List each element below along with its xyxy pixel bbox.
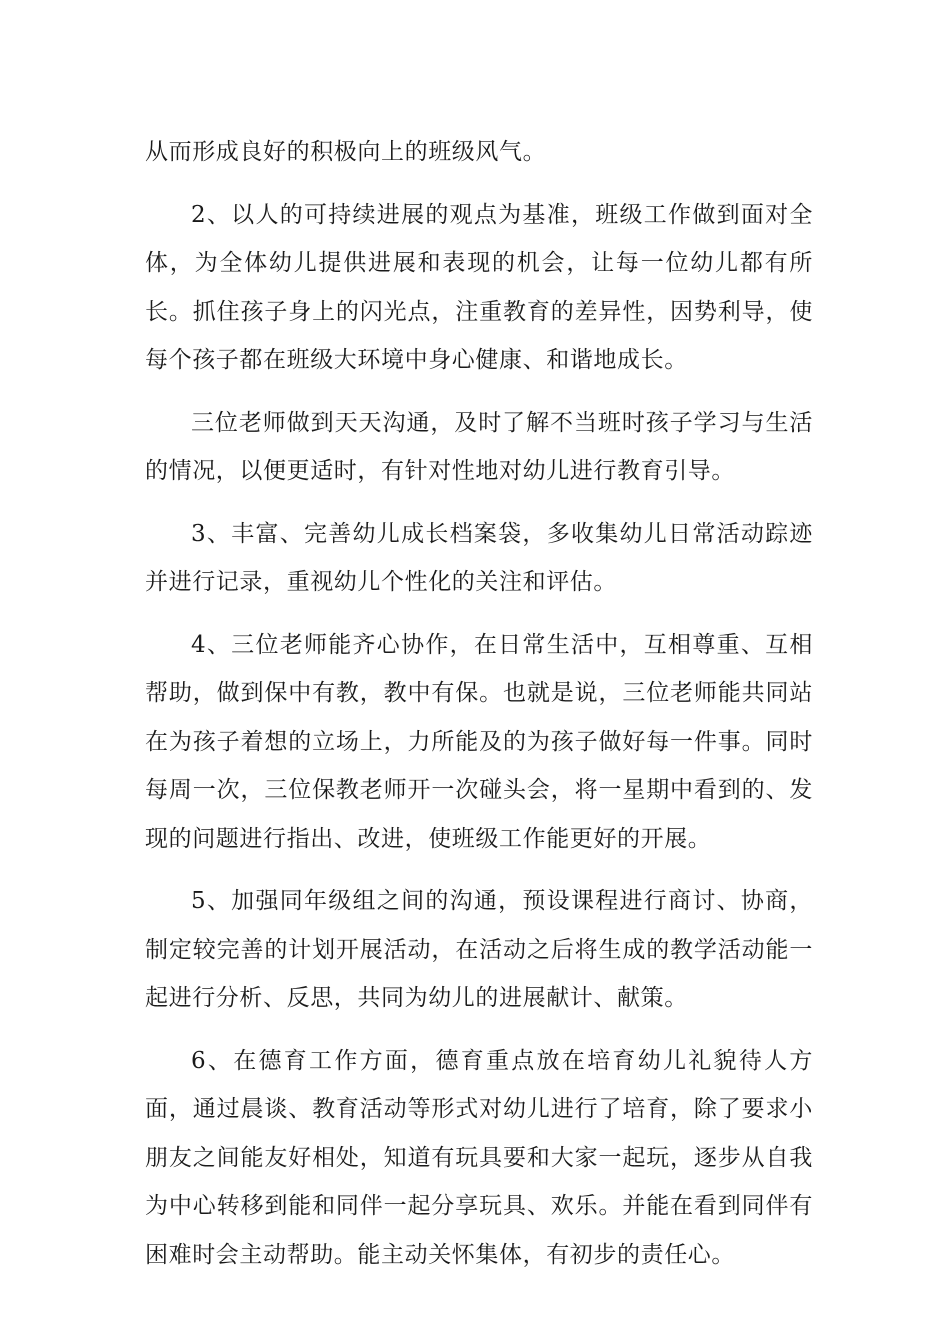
paragraph-item-3: 3、丰富、完善幼儿成长档案袋，多收集幼儿日常活动踪迹并进行记录，重视幼儿个性化的关注和评估。 (145, 520, 813, 595)
paragraph-item-4: 4、三位老师能齐心协作，在日常生活中，互相尊重、互相帮助，做到保中有教，教中有保。也就是说，三位老师能共同站在为孩子着想的立场上，力所能及的为孩子做好每一件事。同时每周一次，三位保教老师开一次碰头会，将一星期中看到的、发现的问题进行指出、改进，使班级工作能更好的开展。 (145, 631, 813, 852)
paragraph-continuation: 从而形成良好的积极向上的班级风气。 (145, 139, 547, 165)
paragraph-item-2: 2、以人的可持续进展的观点为基准，班级工作做到面对全体，为全体幼儿提供进展和表现的机会，让每一位幼儿都有所长。抓住孩子身上的闪光点，注重教育的差异性，因势利导，使每个孩子都在班级大环境中身心健康、和谐地成长。 (145, 201, 813, 373)
paragraph-item-6: 6、在德育工作方面，德育重点放在培育幼儿礼貌待人方面，通过晨谈、教育活动等形式对幼儿进行了培育，除了要求小朋友之间能友好相处，知道有玩具要和大家一起玩，逐步从自我为中心转移到能和同伴一起分享玩具、欢乐。并能在看到同伴有困难时会主动帮助。能主动关怀集体，有初步的责任心。 (145, 1047, 813, 1268)
paragraph-item-5: 5、加强同年级组之间的沟通，预设课程进行商讨、协商，制定较完善的计划开展活动，在活动之后将生成的教学活动能一起进行分析、反思，共同为幼儿的进展献计、献策。 (145, 888, 813, 1011)
paragraph-communication: 三位老师做到天天沟通，及时了解不当班时孩子学习与生活的情况，以便更适时，有针对性地对幼儿进行教育引导。 (145, 409, 813, 484)
document-body (145, 128, 813, 1293)
